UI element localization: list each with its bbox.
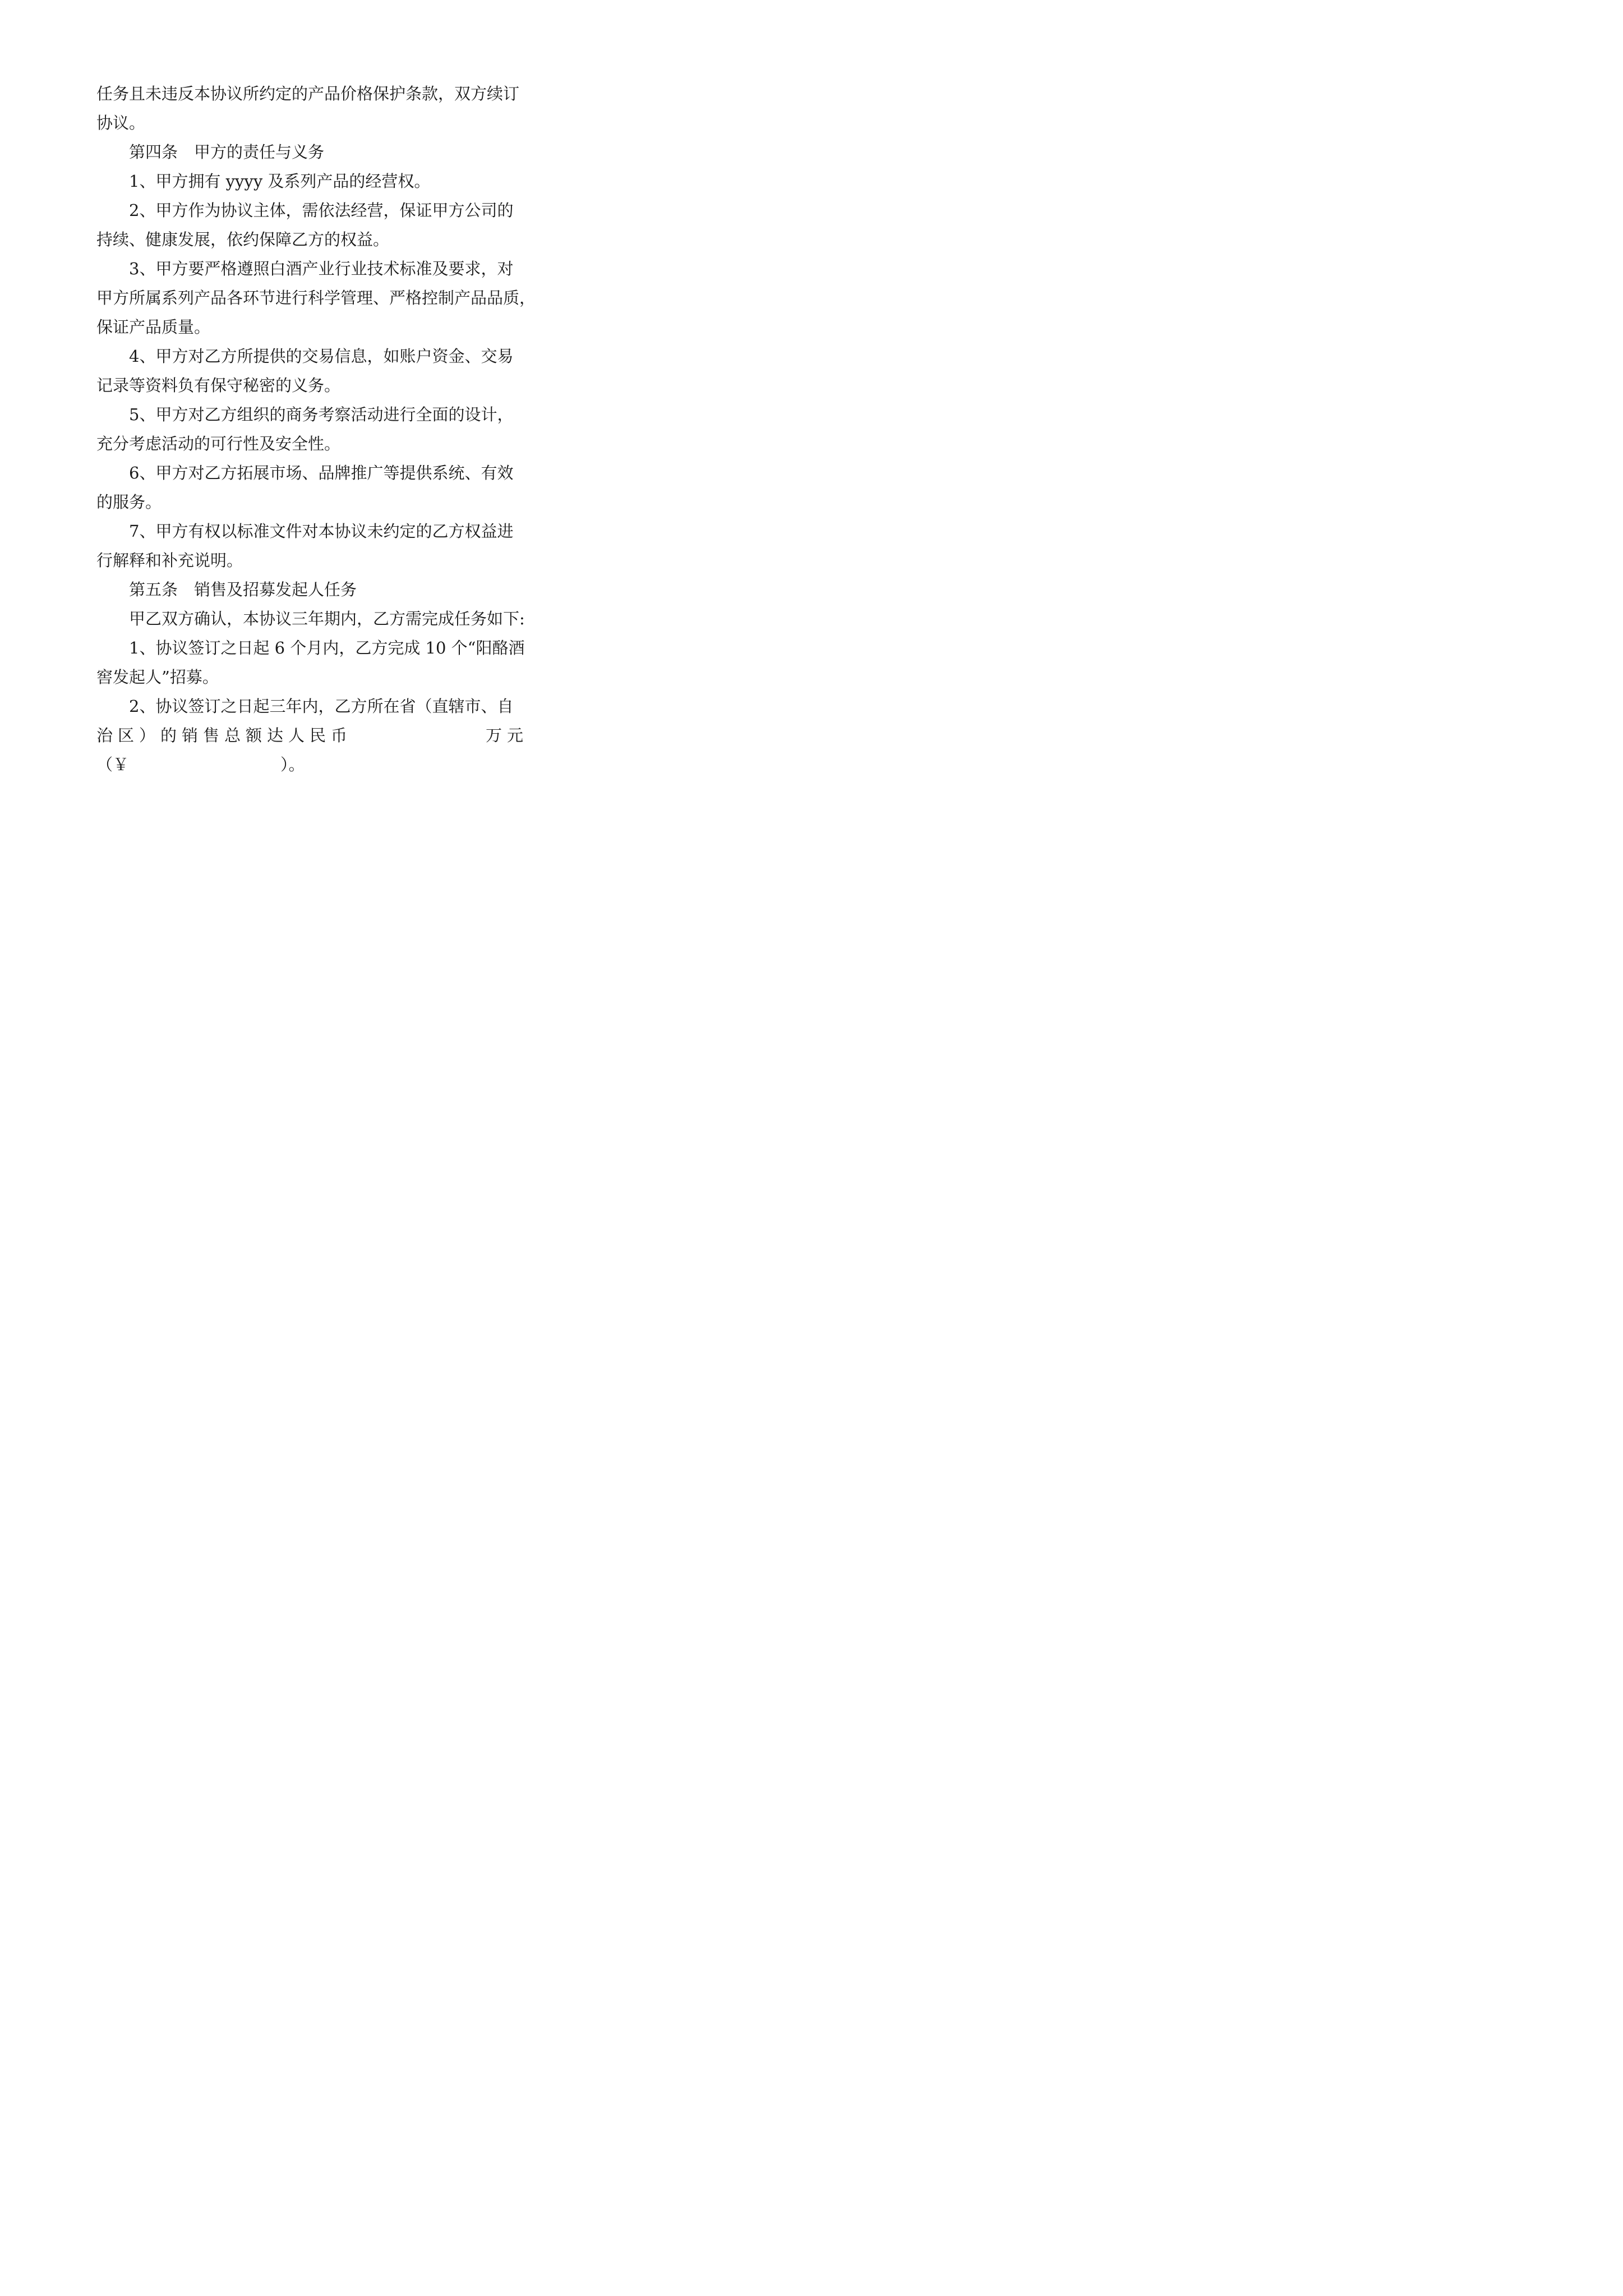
- article-5-heading: 第五条 销售及招募发起人任务: [129, 580, 357, 599]
- text-line: 充分考虑活动的可行性及安全性。: [96, 434, 341, 453]
- clause-4-3: 3、甲方要严格遵照白酒产业行业技术标准及要求，对: [129, 259, 514, 278]
- clause-4-4: 4、甲方对乙方所提供的交易信息，如账户资金、交易: [129, 347, 514, 366]
- clause-5-1: 1、协议签订之日起 6 个月内，乙方完成 10 个“阳酪酒: [129, 638, 525, 657]
- text-line: 行解释和补充说明。: [96, 551, 243, 570]
- text-line: 保证产品质量。: [96, 318, 211, 337]
- text-line: 持续、健康发展，依约保障乙方的权益。: [96, 230, 390, 249]
- rmb-open: （￥: [96, 755, 130, 774]
- text-line: 记录等资料负有保守秘密的义务。: [96, 376, 341, 395]
- clause-4-2: 2、甲方作为协议主体，需依法经营，保证甲方公司的: [129, 201, 514, 220]
- sales-amount-label: 治区）的销售总额达人民币: [96, 726, 353, 745]
- clause-4-5: 5、甲方对乙方组织的商务考察活动进行全面的设计，: [129, 405, 514, 424]
- rmb-amount-line: [96, 750, 528, 779]
- text-line: 的服务。: [96, 493, 162, 512]
- document-page: [0, 0, 624, 883]
- amount-unit: 万元: [485, 726, 528, 745]
- rmb-close: ）。: [280, 755, 305, 774]
- clause-4-1: 1、甲方拥有 yyyy 及系列产品的经营权。: [129, 172, 431, 191]
- clause-4-7: 7、甲方有权以标准文件对本协议未约定的乙方权益进: [129, 522, 514, 541]
- document-body: [96, 79, 536, 779]
- article-5-intro: 甲乙双方确认，本协议三年期内，乙方需完成任务如下:: [129, 609, 525, 628]
- text-line: 窖发起人”招募。: [96, 668, 219, 687]
- text-line: 任务且未违反本协议所约定的产品价格保护条款，双方续订: [96, 84, 520, 103]
- clause-5-2: 2、协议签订之日起三年内，乙方所在省（直辖市、自: [129, 697, 514, 716]
- text-line: 协议。: [96, 113, 146, 132]
- sales-amount-line: [96, 721, 528, 750]
- article-4-heading: 第四条 甲方的责任与义务: [129, 142, 325, 162]
- clause-4-6: 6、甲方对乙方拓展市场、品牌推广等提供系统、有效: [129, 463, 514, 482]
- text-line: 甲方所属系列产品各环节进行科学管理、严格控制产品品质，: [96, 288, 536, 307]
